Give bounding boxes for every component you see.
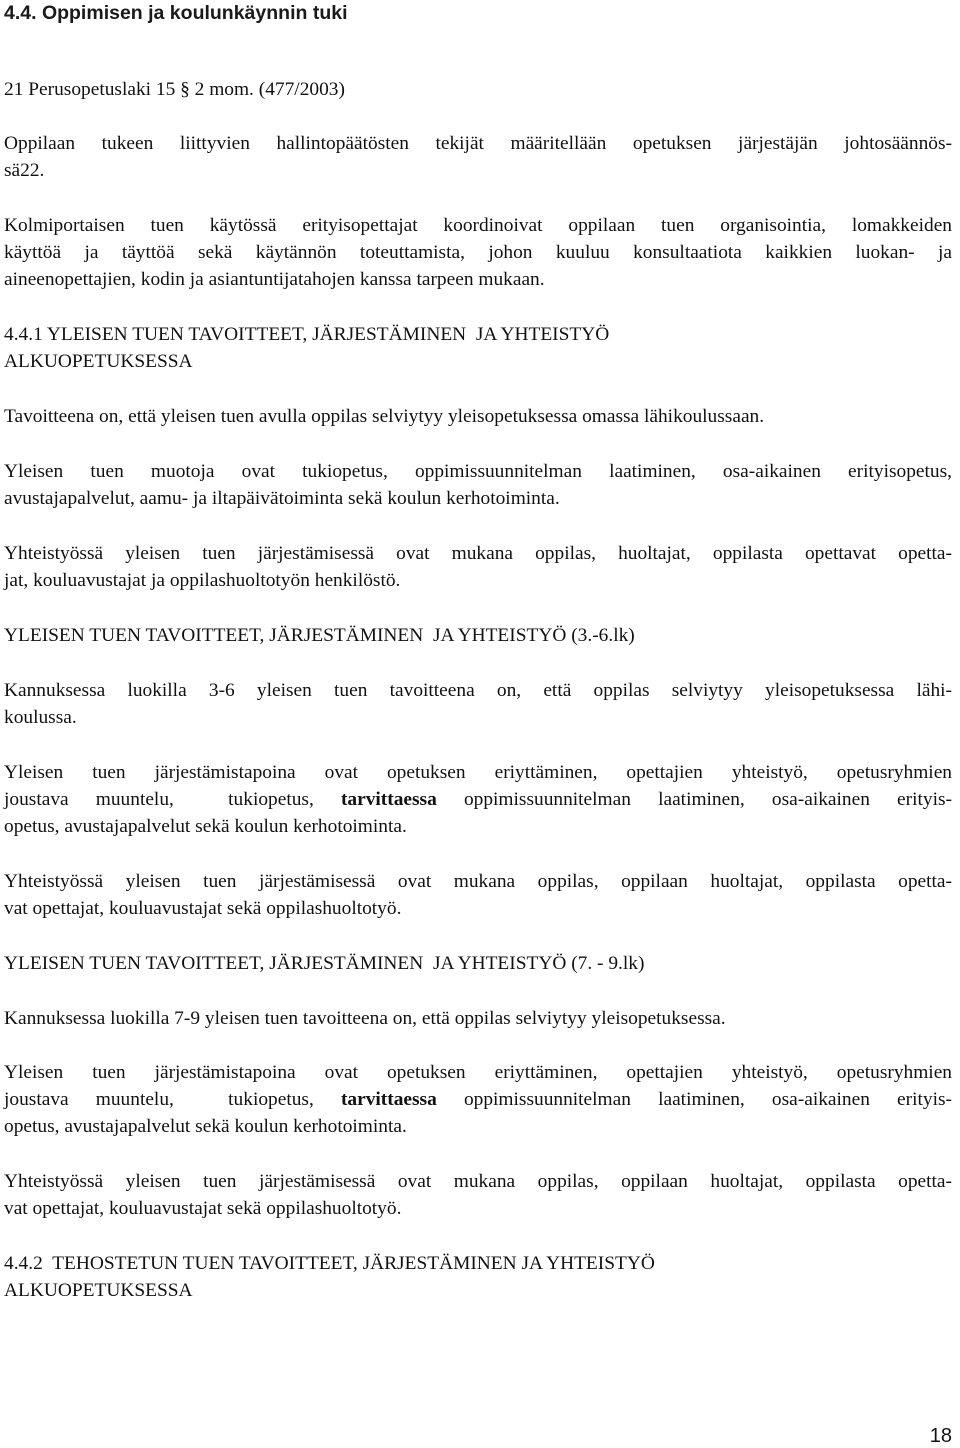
subsection-heading-line: 4.4.2 TEHOSTETUN TUEN TAVOITTEET, JÄRJESTÄMINEN JA YHTEISTYÖ <box>4 1253 655 1274</box>
text-span: oppimissuunnitelman laatiminen, osa-aikainen erityis- <box>436 1089 952 1110</box>
paragraph-line: Yleisen tuen muotoja ovat tukiopetus, oppimissuunnitelman laatiminen, osa-aikainen erityisopetus, <box>4 461 952 482</box>
paragraph-line <box>4 1086 952 1113</box>
paragraph-line: opetus, avustajapalvelut sekä koulun kerhotoiminta. <box>4 816 407 837</box>
paragraph-line: Yhteistyössä yleisen tuen järjestämisessä ovat mukana oppilas, huoltajat, oppilasta opettavat opetta- <box>4 543 952 564</box>
paragraph-line: Kolmiportaisen tuen käytössä erityisopettajat koordinoivat oppilaan tuen organisointia, lomakkeiden <box>4 215 952 236</box>
emphasis-text: tarvittaessa <box>340 789 437 810</box>
paragraph-line: Yleisen tuen järjestämistapoina ovat opetuksen eriyttäminen, opettajien yhteistyö, opetusryhmien <box>4 1062 952 1083</box>
paragraph-line: vat opettajat, kouluavustajat sekä oppilashuoltotyö. <box>4 898 402 919</box>
page-number: 18 <box>929 1425 952 1447</box>
paragraph-line: käyttöä ja täyttöä sekä käytännön toteuttamista, johon kuuluu konsultaatiota kaikkien luokan- ja <box>4 242 952 263</box>
paragraph-line: Kannuksessa luokilla 3-6 yleisen tuen tavoitteena on, että oppilas selviytyy yleisopetuksessa lähi- <box>4 680 952 701</box>
subsection-heading-line: 4.4.1 YLEISEN TUEN TAVOITTEET, JÄRJESTÄMINEN JA YHTEISTYÖ <box>4 324 610 345</box>
paragraph-line: opetus, avustajapalvelut sekä koulun kerhotoiminta. <box>4 1116 407 1137</box>
section-heading: 4.4. Oppimisen ja koulunkäynnin tuki <box>4 2 348 24</box>
paragraph-line <box>4 786 952 813</box>
text-span: joustava muuntelu, tukiopetus, <box>4 1089 341 1110</box>
document-page <box>4 0 956 1446</box>
subsection-heading-line: ALKUOPETUKSESSA <box>4 1280 193 1301</box>
paragraph-line: Oppilaan tukeen liittyvien hallintopäätösten tekijät määritellään opetuksen järjestäjän johtosäännös- <box>4 133 952 154</box>
subsection-heading-grades-3-6: YLEISEN TUEN TAVOITTEET, JÄRJESTÄMINEN JA YHTEISTYÖ (3.-6.lk) <box>4 625 635 646</box>
paragraph-line: Yleisen tuen järjestämistapoina ovat opetuksen eriyttäminen, opettajien yhteistyö, opetusryhmien <box>4 762 952 783</box>
text-span: oppimissuunnitelman laatiminen, osa-aikainen erityis- <box>436 789 952 810</box>
paragraph-goal: Tavoitteena on, että yleisen tuen avulla oppilas selviytyy yleisopetuksessa omassa lähikoulussaan. <box>4 406 765 427</box>
paragraph-line: Yhteistyössä yleisen tuen järjestämisessä ovat mukana oppilas, oppilaan huoltajat, oppilasta opetta- <box>4 871 952 892</box>
paragraph-line: avustajapalvelut, aamu- ja iltapäivätoiminta sekä koulun kerhotoiminta. <box>4 488 560 509</box>
paragraph-line: aineenopettajien, kodin ja asiantuntijatahojen kanssa tarpeen mukaan. <box>4 269 545 290</box>
paragraph-line: jat, kouluavustajat ja oppilashuoltotyön henkilöstö. <box>4 570 401 591</box>
paragraph-line: Yhteistyössä yleisen tuen järjestämisessä ovat mukana oppilas, oppilaan huoltajat, oppilasta opetta- <box>4 1171 952 1192</box>
subsection-heading-line: ALKUOPETUKSESSA <box>4 351 193 372</box>
paragraph-line: vat opettajat, kouluavustajat sekä oppilashuoltotyö. <box>4 1198 402 1219</box>
paragraph-grades-7-9-goal: Kannuksessa luokilla 7-9 yleisen tuen tavoitteena on, että oppilas selviytyy yleisopetuksessa. <box>4 1008 726 1029</box>
text-span: joustava muuntelu, tukiopetus, <box>4 789 341 810</box>
emphasis-text: tarvittaessa <box>340 1089 437 1110</box>
footnote: 21 Perusopetuslaki 15 § 2 mom. (477/2003) <box>4 79 345 100</box>
paragraph-line: sä22. <box>4 160 45 181</box>
subsection-heading-grades-7-9: YLEISEN TUEN TAVOITTEET, JÄRJESTÄMINEN JA YHTEISTYÖ (7. - 9.lk) <box>4 953 645 974</box>
paragraph-line: koulussa. <box>4 707 77 728</box>
